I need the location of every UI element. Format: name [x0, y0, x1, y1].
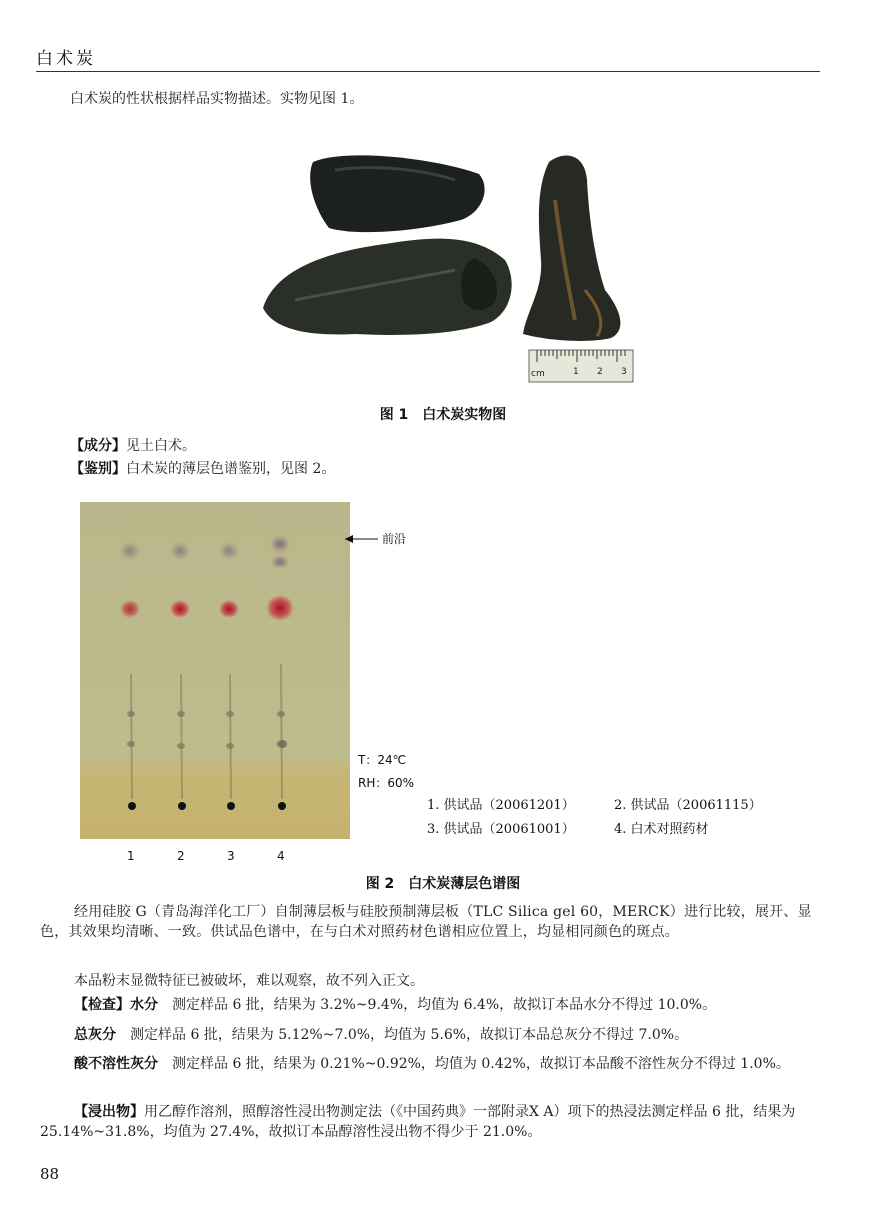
identification-line [70, 459, 335, 479]
legend-item-2: 2. 供试品（20061115） [614, 798, 762, 813]
body-paragraph-2: 本品粉末显微特征已被破坏，难以观察，故不列入正文。 [74, 973, 424, 989]
ruler-label-2: 2 [597, 367, 603, 377]
moisture-text: 测定样品 6 批，结果为 3.2%~9.4%，均值为 6.4%，故拟订本品水分不得过 10.0%。 [172, 997, 717, 1013]
ruler-unit: cm [531, 369, 545, 379]
figure1-caption: 图 1 白术炭实物图 [379, 407, 507, 423]
ruler-label-3: 3 [621, 367, 627, 377]
lane2-origin [178, 802, 186, 810]
lane3-red-spot [219, 600, 239, 618]
page-number: 88 [40, 1165, 60, 1183]
lane4-upper-spot-a [270, 535, 290, 553]
total-ash-text: 测定样品 6 批，结果为 5.12%~7.0%，均值为 5.6%，故拟订本品总灰分不得过 7.0%。 [130, 1027, 689, 1043]
specimen-piece-1 [310, 155, 484, 232]
lane-number-4: 4 [277, 849, 285, 863]
lane3-origin [227, 802, 235, 810]
identification-label: 【鉴别】 [70, 461, 126, 477]
extract-text: 用乙醇作溶剂，照醇溶性浸出物测定法（《中国药典》一部附录Ⅹ A）项下的热浸法测定样品 6 批，结果为 25.14%~31.8%，均值为 27.4%，故拟订本品醇溶性浸出物不得少于 21.0%。 [40, 1104, 796, 1140]
composition-line [70, 436, 196, 456]
legend-item-3: 3. 供试品（20061001） [427, 822, 575, 837]
identification-text: 白术炭的薄层色谱鉴别，见图 2。 [126, 461, 336, 477]
lane4-red-spot [266, 595, 294, 621]
body-paragraph-4 [40, 1025, 822, 1045]
lane4-origin [278, 802, 286, 810]
humidity-label: RH：60% [358, 776, 415, 790]
body-paragraph-5 [40, 1054, 822, 1074]
lane1-upper-spot [120, 542, 140, 560]
lane1-origin [128, 802, 136, 810]
extract-label: 【浸出物】 [74, 1104, 144, 1120]
moisture-label: 【检查】水分 [74, 997, 158, 1013]
lane1-red-spot [120, 600, 140, 618]
composition-label: 【成分】 [70, 438, 126, 454]
acid-insoluble-ash-label: 酸不溶性灰分 [74, 1056, 158, 1072]
legend-item-4: 4. 白术对照药材 [614, 822, 709, 837]
lane3-upper-spot [219, 542, 239, 560]
lane2-red-spot [170, 600, 190, 618]
body-paragraph-6 [40, 1102, 822, 1142]
acid-insoluble-ash-text: 测定样品 6 批，结果为 0.21%~0.92%，均值为 0.42%，故拟订本品酸不溶性灰分不得过 1.0%。 [172, 1056, 790, 1072]
ruler-label-1: 1 [573, 367, 579, 377]
lane4-upper-spot-b [271, 555, 289, 569]
legend-item-1: 1. 供试品（20061201） [427, 798, 575, 813]
lane-number-2: 2 [177, 849, 185, 863]
intro-text: 白术炭的性状根据样品实物描述。实物见图 1。 [70, 91, 364, 107]
total-ash-label: 总灰分 [74, 1027, 116, 1043]
figure2-caption: 图 2 白术炭薄层色谱图 [365, 876, 521, 892]
lane-number-1: 1 [127, 849, 135, 863]
lane2-upper-spot [170, 542, 190, 560]
composition-text: 见土白术。 [126, 438, 196, 454]
front-label: 前沿 [382, 532, 407, 546]
running-header: 白术炭 [36, 49, 96, 69]
specimen-photo [255, 140, 645, 390]
lane-number-3: 3 [227, 849, 235, 863]
body-paragraph-3 [40, 995, 822, 1015]
body-paragraph-1: 经用硅胶 G（青岛海洋化工厂）自制薄层板与硅胶预制薄层板（TLC Silica gel 60，MERCK）进行比较，展开、显色，其效果均清晰、一致。供试品色谱中，在与白术对照药材色谱相应位置上，均显相同颜色的斑点。 [40, 904, 812, 940]
temperature-label: T：24℃ [358, 753, 407, 767]
header-rule [36, 71, 820, 72]
